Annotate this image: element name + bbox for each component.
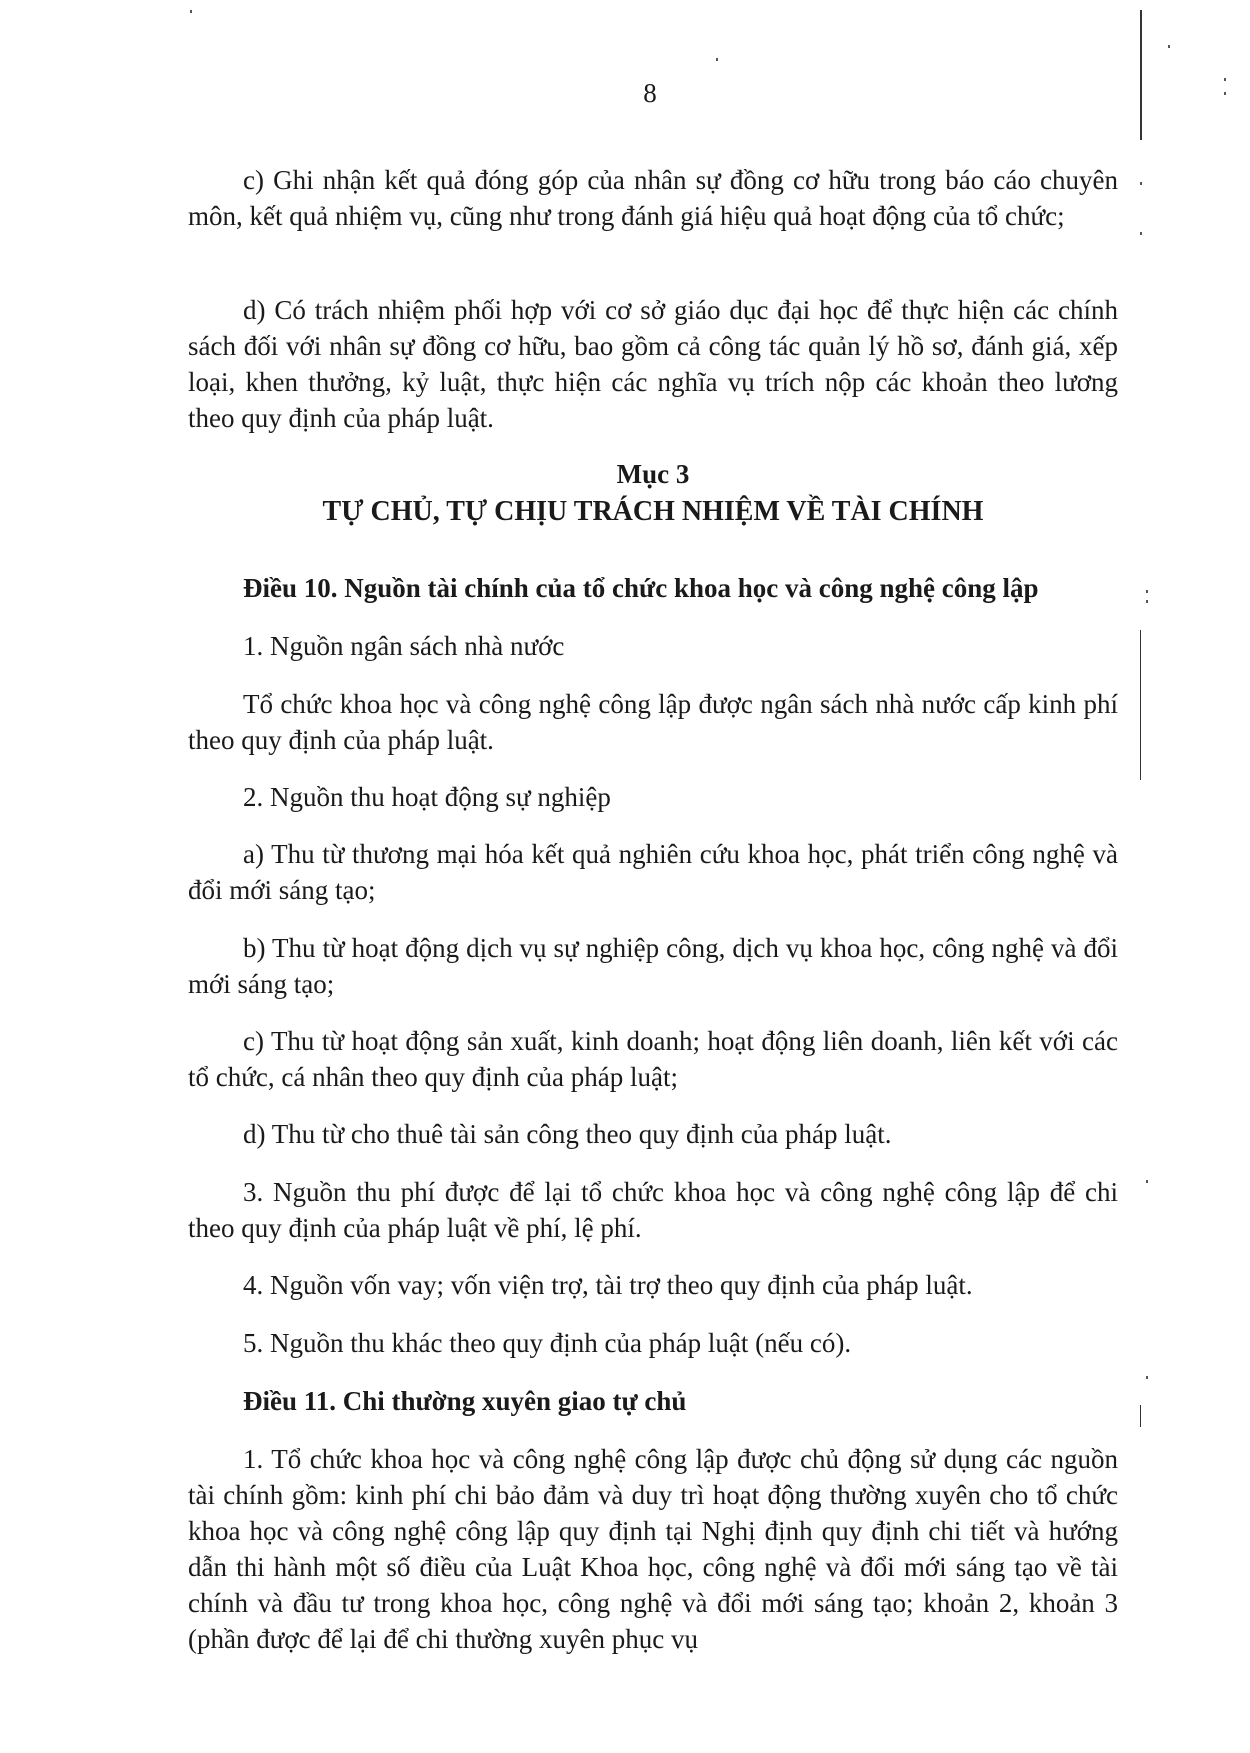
scan-edge-line bbox=[1140, 10, 1142, 140]
scan-speck bbox=[1224, 78, 1226, 81]
scan-speck bbox=[1146, 1180, 1148, 1183]
paragraph-c: c) Ghi nhận kết quả đóng góp của nhân sự đồng cơ hữu trong báo cáo chuyên môn, kết quả nhiệm vụ, cũng như trong đánh giá hiệu quả hoạt động của tổ chức; bbox=[188, 165, 1118, 231]
scan-speck bbox=[1224, 92, 1226, 95]
article-10-item-4: 4. Nguồn vốn vay; vốn viện trợ, tài trợ theo quy định của pháp luật. bbox=[243, 1270, 973, 1300]
article-10-item-2-d: d) Thu từ cho thuê tài sản công theo quy định của pháp luật. bbox=[243, 1119, 892, 1149]
article-10-item-2: 2. Nguồn thu hoạt động sự nghiệp bbox=[243, 782, 611, 812]
paragraph-d: d) Có trách nhiệm phối hợp với cơ sở giáo dục đại học để thực hiện các chính sách đối với nhân sự đồng cơ hữu, bao gồm cả công tác quản lý hồ sơ, đánh giá, xếp loại, khen thưởng, kỷ luật, thực hiện các nghĩa vụ trích nộp các khoản theo lương theo quy định của pháp luật. bbox=[188, 295, 1118, 433]
article-11-item-1: 1. Tổ chức khoa học và công nghệ công lập được chủ động sử dụng các nguồn tài chính gồm: kinh phí chi bảo đảm và duy trì hoạt động thường xuyên cho tổ chức khoa học và công nghệ công lập quy định tại Nghị định quy định chi tiết và hướng dẫn thi hành một số điều của Luật Khoa học, công nghệ và đổi mới sáng tạo về tài chính và đầu tư trong khoa học, công nghệ và đổi mới sáng tạo; khoản 2, khoản 3 (phần được để lại để chi thường xuyên phục vụ bbox=[188, 1444, 1118, 1654]
scan-speck bbox=[716, 58, 718, 61]
article-11-heading: Điều 11. Chi thường xuyên giao tự chủ bbox=[243, 1386, 687, 1416]
article-10-item-5: 5. Nguồn thu khác theo quy định của pháp luật (nếu có). bbox=[243, 1328, 852, 1358]
scan-speck bbox=[1146, 590, 1148, 593]
article-10-item-2-c: c) Thu từ hoạt động sản xuất, kinh doanh; hoạt động liên doanh, liên kết với các tổ chức, cá nhân theo quy định của pháp luật; bbox=[188, 1026, 1118, 1092]
scan-speck bbox=[1168, 45, 1170, 48]
scan-speck bbox=[1140, 232, 1142, 235]
article-10-item-1: 1. Nguồn ngân sách nhà nước bbox=[243, 631, 565, 661]
section-label: Mục 3 bbox=[616, 459, 690, 489]
scan-speck bbox=[1146, 1376, 1148, 1379]
scan-speck bbox=[1140, 182, 1142, 185]
article-10-item-3: 3. Nguồn thu phí được để lại tổ chức khoa học và công nghệ công lập để chi theo quy định của pháp luật về phí, lệ phí. bbox=[188, 1177, 1118, 1243]
scan-speck bbox=[1146, 600, 1148, 603]
page-number: 8 bbox=[643, 78, 657, 108]
article-10-heading: Điều 10. Nguồn tài chính của tổ chức khoa học và công nghệ công lập bbox=[243, 573, 1039, 603]
article-10-item-2-b: b) Thu từ hoạt động dịch vụ sự nghiệp công, dịch vụ khoa học, công nghệ và đổi mới sáng tạo; bbox=[188, 933, 1118, 999]
scan-edge-line bbox=[1140, 1405, 1141, 1427]
article-10-item-2-a: a) Thu từ thương mại hóa kết quả nghiên cứu khoa học, phát triển công nghệ và đổi mới sáng tạo; bbox=[188, 839, 1118, 905]
section-title: TỰ CHỦ, TỰ CHỊU TRÁCH NHIỆM VỀ TÀI CHÍNH bbox=[322, 496, 984, 527]
article-10-item-1-text: Tổ chức khoa học và công nghệ công lập được ngân sách nhà nước cấp kinh phí theo quy định của pháp luật. bbox=[188, 689, 1118, 755]
scan-edge-line bbox=[1140, 630, 1141, 780]
scan-speck bbox=[190, 10, 192, 13]
